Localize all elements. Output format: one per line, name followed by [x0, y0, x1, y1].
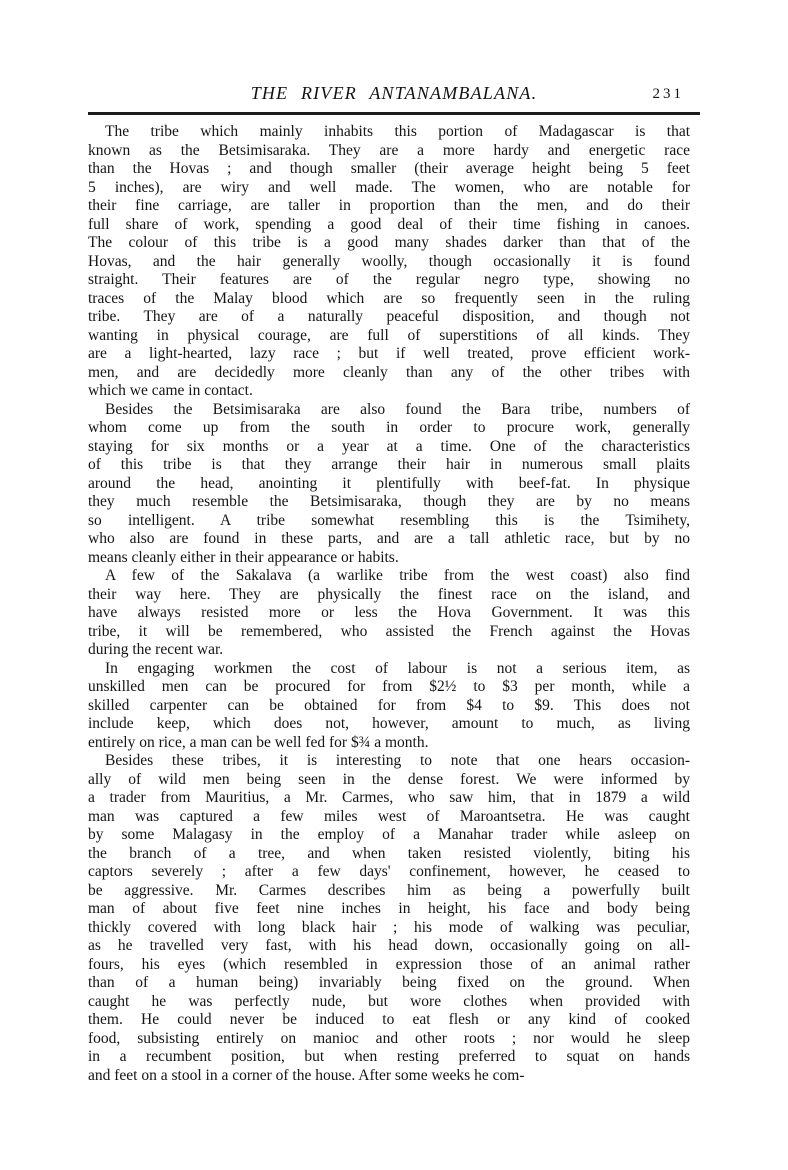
- text-line: caught he was perfectly nude, but wore clothes when provided with: [88, 992, 690, 1010]
- text-line: are a light-hearted, lazy race ; but if well treated, prove efficient work-: [88, 345, 690, 362]
- text-line: The colour of this tribe is a good many shades darker than that of the: [88, 234, 690, 251]
- text-line: Hovas, and the hair generally woolly, though occasionally it is found: [88, 252, 690, 270]
- text-line: skilled carpenter can be obtained for from $4 to $9. This does not: [88, 696, 690, 714]
- text-line: they much resemble the Betsimisaraka, though they are by no means: [88, 493, 690, 510]
- text-line: which we came in contact.: [88, 382, 253, 399]
- text-line: men, and are decidedly more cleanly than any of the other tribes with: [88, 363, 690, 381]
- paragraph: [88, 401, 690, 568]
- text-line: staying for six months or a year at a time. One of the characteristics: [88, 437, 690, 455]
- text-line: as he travelled very fast, with his head down, occasionally going on all-: [88, 937, 690, 954]
- text-line: full share of work, spending a good deal of their time fishing in canoes.: [88, 215, 690, 233]
- text-line: include keep, which does not, however, amount to much, as living: [88, 715, 690, 732]
- text-line: the branch of a tree, and when taken resisted violently, biting his: [88, 844, 690, 862]
- text-line: by some Malagasy in the employ of a Manahar trader while asleep on: [88, 826, 690, 843]
- paragraph: [88, 567, 690, 660]
- text-line: of this tribe is that they arrange their hair in numerous small plaits: [88, 456, 690, 473]
- text-line: captors severely ; after a few days' confinement, however, he ceased to: [88, 863, 690, 880]
- text-line: and feet on a stool in a corner of the house. After some weeks he com-: [88, 1066, 525, 1084]
- running-head: [88, 83, 700, 107]
- text-line: man of about five feet nine inches in height, his face and body being: [88, 900, 690, 917]
- text-line: A few of the Sakalava (a warlike tribe from the west coast) also find: [105, 567, 690, 584]
- paragraph: [88, 660, 690, 753]
- text-line: Besides these tribes, it is interesting to note that one hears occasion-: [105, 752, 690, 769]
- text-line: them. He could never be induced to eat flesh or any kind of cooked: [88, 1011, 690, 1028]
- text-line: straight. Their features are of the regular negro type, showing no: [88, 271, 690, 288]
- text-line: than the Hovas ; and though smaller (their average height being 5 feet: [88, 160, 690, 177]
- text-line: means cleanly either in their appearance or habits.: [88, 548, 399, 566]
- text-line: Besides the Betsimisaraka are also found the Bara tribe, numbers of: [105, 400, 690, 418]
- text-line: The tribe which mainly inhabits this portion of Madagascar is that: [105, 123, 690, 140]
- text-line: In engaging workmen the cost of labour is not a serious item, as: [105, 659, 690, 677]
- page-title: THE RIVER ANTANAMBALANA.: [250, 83, 538, 103]
- text-line: during the recent war.: [88, 641, 224, 658]
- text-line: unskilled men can be procured for from $2½ to $3 per month, while a: [88, 678, 690, 695]
- text-line: thickly covered with long black hair ; his mode of walking was peculiar,: [88, 918, 690, 936]
- text-line: their way here. They are physically the finest race on the island, and: [88, 585, 690, 603]
- text-line: entirely on rice, a man can be well fed for $¾ a month.: [88, 733, 429, 751]
- text-line: than of a human being) invariably being fixed on the ground. When: [88, 974, 690, 991]
- text-line: their fine carriage, are taller in proportion than the men, and do their: [88, 197, 690, 214]
- paragraph: [88, 752, 690, 1085]
- text-line: who also are found in these parts, and are a tall athletic race, but by no: [88, 530, 690, 547]
- text-line: ally of wild men being seen in the dense forest. We were informed by: [88, 770, 690, 788]
- text-line: have always resisted more or less the Hova Government. It was this: [88, 604, 690, 621]
- text-line: whom come up from the south in order to procure work, generally: [88, 419, 690, 436]
- text-line: 5 inches), are wiry and well made. The women, who are notable for: [88, 178, 690, 196]
- text-line: fours, his eyes (which resembled in expression those of an animal rather: [88, 955, 690, 973]
- text-line: so intelligent. A tribe somewhat resembling this is the Tsimihety,: [88, 511, 690, 529]
- text-line: known as the Betsimisaraka. They are a more hardy and energetic race: [88, 141, 690, 159]
- page-text: [88, 123, 690, 1085]
- text-line: be aggressive. Mr. Carmes describes him as being a powerfully built: [88, 881, 690, 899]
- page-number: 231: [652, 86, 684, 102]
- text-line: around the head, anointing it plentifully with beef-fat. In physique: [88, 474, 690, 492]
- paragraph: [88, 123, 690, 401]
- text-line: tribe. They are of a naturally peaceful disposition, and though not: [88, 308, 690, 325]
- text-line: tribe, it will be remembered, who assisted the French against the Hovas: [88, 622, 690, 640]
- text-line: wanting in physical courage, are full of superstitions of all kinds. They: [88, 326, 690, 344]
- text-line: man was captured a few miles west of Maroantsetra. He was caught: [88, 807, 690, 825]
- text-line: a trader from Mauritius, a Mr. Carmes, who saw him, that in 1879 a wild: [88, 789, 690, 806]
- header-rule: [88, 112, 700, 115]
- text-line: traces of the Malay blood which are so frequently seen in the ruling: [88, 289, 690, 307]
- text-line: food, subsisting entirely on manioc and other roots ; nor would he sleep: [88, 1029, 690, 1047]
- text-line: in a recumbent position, but when resting preferred to squat on hands: [88, 1048, 690, 1065]
